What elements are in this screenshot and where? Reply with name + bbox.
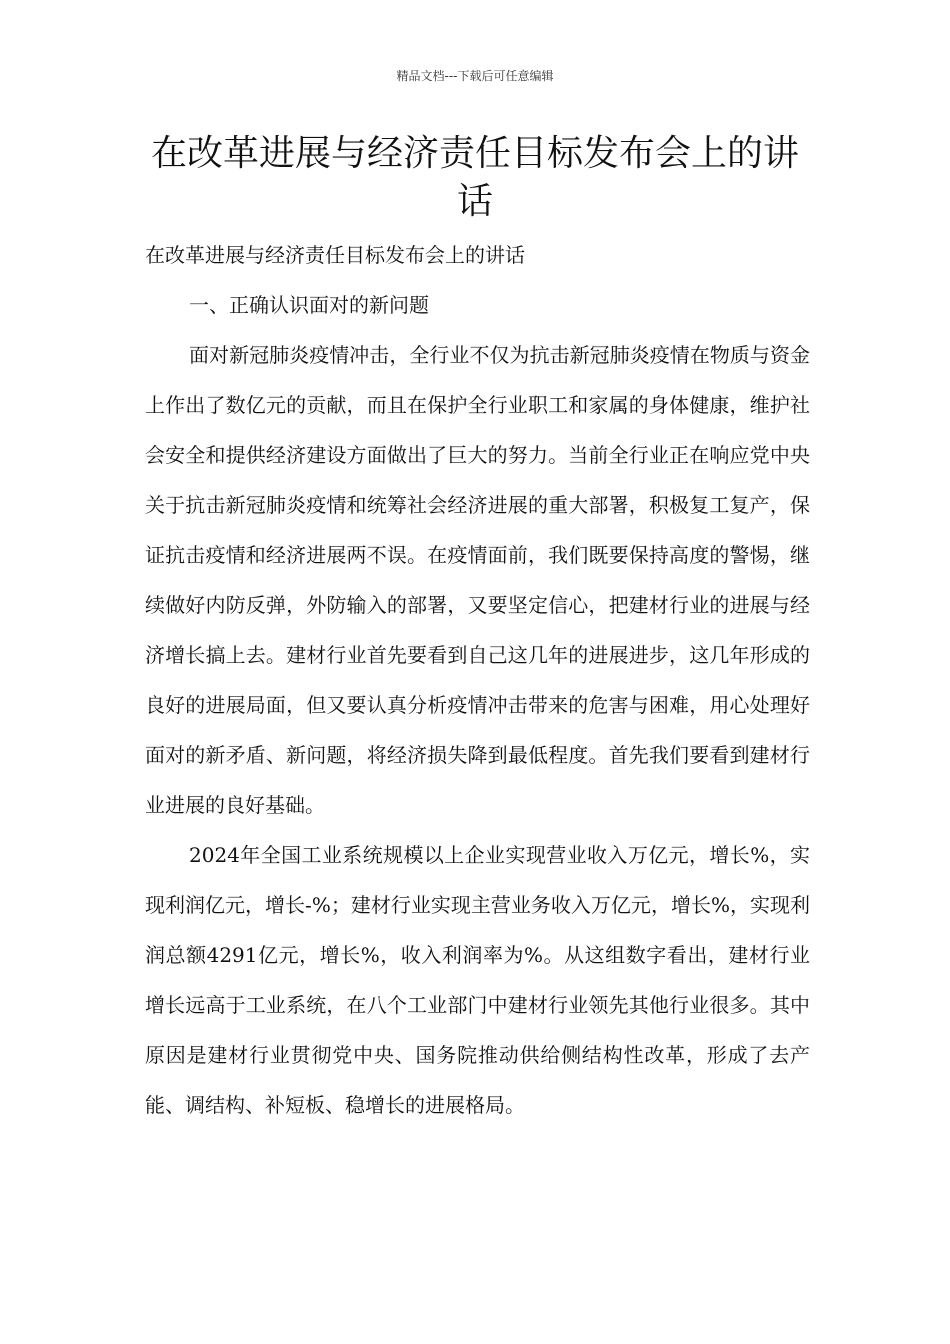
section-heading: 一、正确认识面对的新问题 — [189, 293, 429, 317]
paragraph-2: 2024年全国工业系统规模以上企业实现营业收入万亿元，增长%，实现利润亿元，增长-%；建材行业实现主营业务收入万亿元，增长%，实现利润总额4291亿元，增长%，收入利润率为%。从这组数字看出，建材行业增长远高于工业系统，在八个工业部门中建材行业领先其他行业很多。其中原因是建材行业贯彻党中央、国务院推动供给侧结构性改革，形成了去产能、调结构、补短板、稳增长的进展格局。 — [145, 843, 810, 1117]
paragraph-1: 面对新冠肺炎疫情冲击，全行业不仅为抗击新冠肺炎疫情在物质与资金上作出了数亿元的贡献，而且在保护全行业职工和家属的身体健康，维护社会安全和提供经济建设方面做出了巨大的努力。当前全行业正在响应党中央关于抗击新冠肺炎疫情和统筹社会经济进展的重大部署，积极复工复产，保证抗击疫情和经济进展两不误。在疫情面前，我们既要保持高度的警惕，继续做好内防反弹，外防输入的部署，又要坚定信心，把建材行业的进展与经济增长搞上去。建材行业首先要看到自己这几年的进展进步，这几年形成的良好的进展局面，但又要认真分析疫情冲击带来的危害与困难，用心处理好面对的新矛盾、新问题，将经济损失降到最低程度。首先我们要看到建材行业进展的良好基础。 — [145, 343, 810, 817]
document-body — [145, 230, 810, 1130]
header-note: 精品文档---下载后可任意编辑 — [396, 69, 554, 83]
document-subtitle: 在改革进展与经济责任目标发布会上的讲话 — [145, 243, 525, 267]
document-title: 在改革进展与经济责任目标发布会上的讲话 — [150, 133, 799, 222]
